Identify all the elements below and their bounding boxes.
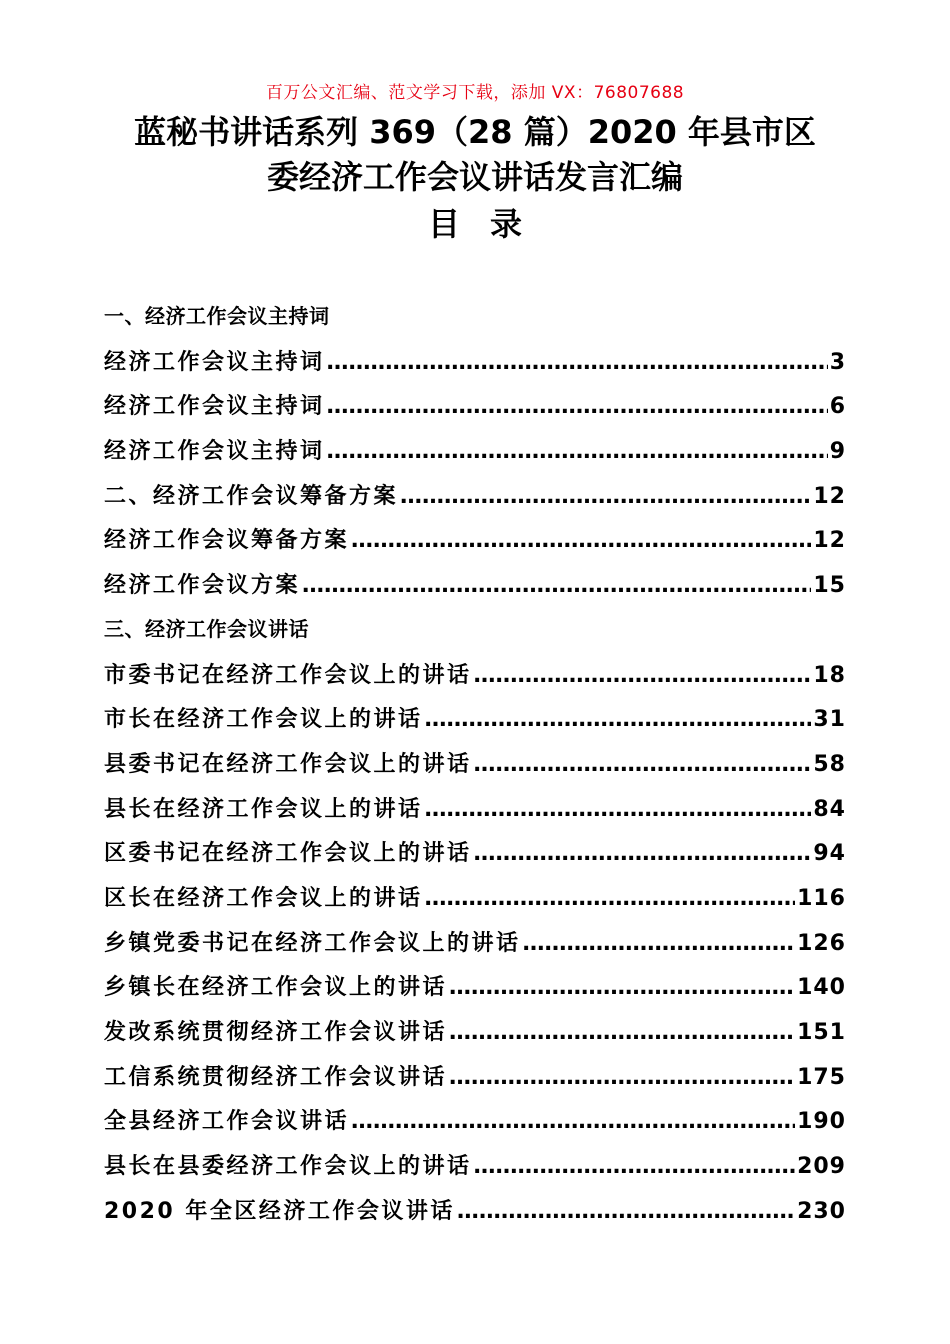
toc-dot-leader — [449, 975, 795, 1000]
toc-page-number: 190 — [797, 1109, 846, 1135]
toc-entry-label: 经济工作会议主持词 — [104, 439, 325, 465]
toc-dot-leader — [523, 931, 796, 956]
toc-section-heading[interactable] — [104, 613, 846, 658]
toc-dot-leader — [474, 752, 812, 777]
toc-entry-label: 二、经济工作会议筹备方案 — [104, 483, 399, 509]
toc-entry-label: 经济工作会议方案 — [104, 573, 301, 599]
toc-dot-leader — [425, 886, 796, 911]
toc-entry-label: 工信系统贯彻经济工作会议讲话 — [104, 1064, 448, 1090]
toc-entry[interactable] — [104, 345, 846, 390]
toc-section-heading[interactable] — [104, 300, 846, 345]
toc-entry[interactable] — [104, 970, 846, 1015]
toc-entry-label: 区委书记在经济工作会议上的讲话 — [104, 841, 472, 867]
toc-page-number: 126 — [797, 930, 846, 956]
toc-entry[interactable] — [104, 568, 846, 613]
toc-entry[interactable] — [104, 658, 846, 703]
toc-page-number: 140 — [797, 975, 846, 1001]
toc-page-number: 12 — [813, 528, 846, 554]
toc-page-number: 209 — [797, 1154, 846, 1180]
toc-page-number: 175 — [797, 1064, 846, 1090]
toc-dot-leader — [351, 528, 811, 553]
toc-entry-label: 乡镇长在经济工作会议上的讲话 — [104, 975, 448, 1001]
toc-page-number: 31 — [813, 707, 846, 733]
toc-entry[interactable] — [104, 389, 846, 434]
toc-page-number: 18 — [813, 662, 846, 688]
document-title-line-1: 蓝秘书讲话系列 369（28 篇）2020 年县市区 — [134, 113, 816, 151]
header-note: 百万公文汇编、范文学习下载，添加 VX：76807688 — [265, 83, 685, 103]
toc-entry[interactable] — [104, 434, 846, 479]
toc-entry-label: 三、经济工作会议讲话 — [104, 616, 309, 641]
toc-entry[interactable] — [104, 836, 846, 881]
toc-entry-label: 经济工作会议筹备方案 — [104, 528, 350, 554]
toc-entry[interactable] — [104, 1149, 846, 1194]
toc-dot-leader — [351, 1109, 795, 1134]
toc-dot-leader — [474, 841, 812, 866]
toc-entry[interactable] — [104, 702, 846, 747]
toc-dot-leader — [474, 1154, 796, 1179]
toc-entry[interactable] — [104, 523, 846, 568]
toc-dot-leader — [474, 663, 812, 688]
toc-page-number: 94 — [813, 841, 846, 867]
toc-entry-label: 经济工作会议主持词 — [104, 349, 325, 375]
toc-page-number: 12 — [813, 483, 846, 509]
toc-dot-leader — [457, 1199, 795, 1224]
toc-entry-label: 乡镇党委书记在经济工作会议上的讲话 — [104, 930, 521, 956]
toc-dot-leader — [327, 439, 828, 464]
toc-dot-leader — [327, 350, 828, 375]
toc-page-number: 58 — [813, 751, 846, 777]
toc-entry[interactable] — [104, 747, 846, 792]
toc-entry-label: 经济工作会议主持词 — [104, 394, 325, 420]
toc-dot-leader — [425, 797, 812, 822]
document-title-line-2: 委经济工作会议讲话发言汇编 — [266, 158, 683, 196]
toc-page-number: 15 — [813, 573, 846, 599]
toc-entry[interactable] — [104, 926, 846, 971]
toc-entry[interactable] — [104, 792, 846, 837]
toc-entry-label: 县委书记在经济工作会议上的讲话 — [104, 751, 472, 777]
toc-dot-leader — [327, 394, 828, 419]
toc-entry-label: 全县经济工作会议讲话 — [104, 1109, 350, 1135]
toc-entry-label: 县长在经济工作会议上的讲话 — [104, 796, 423, 822]
toc-page-number: 230 — [797, 1198, 846, 1224]
toc-page-number: 151 — [797, 1020, 846, 1045]
toc-entry[interactable] — [104, 881, 846, 926]
toc-page-number: 84 — [813, 796, 846, 822]
toc-entry-label: 发改系统贯彻经济工作会议讲话 — [104, 1020, 448, 1045]
toc-entry-label: 市委书记在经济工作会议上的讲话 — [104, 662, 472, 688]
toc-page-number: 9 — [829, 439, 846, 465]
toc-dot-leader — [425, 707, 812, 732]
table-of-contents — [104, 300, 846, 1238]
toc-entry-label: 2020 年全区经济工作会议讲话 — [104, 1198, 455, 1224]
toc-entry[interactable] — [104, 479, 846, 524]
toc-page-number: 116 — [797, 885, 846, 911]
toc-entry-label: 一、经济工作会议主持词 — [104, 304, 330, 328]
toc-dot-leader — [449, 1065, 795, 1090]
toc-entry[interactable] — [104, 1194, 846, 1239]
toc-page-number: 3 — [829, 349, 846, 375]
toc-page-number: 6 — [829, 394, 846, 420]
toc-entry[interactable] — [104, 1104, 846, 1149]
toc-entry-label: 县长在县委经济工作会议上的讲话 — [104, 1154, 472, 1180]
toc-entry[interactable] — [104, 1015, 846, 1060]
toc-heading: 目录 — [427, 205, 552, 243]
toc-dot-leader — [400, 484, 811, 509]
toc-dot-leader — [449, 1020, 795, 1045]
toc-dot-leader — [302, 573, 811, 598]
toc-entry-label: 区长在经济工作会议上的讲话 — [104, 885, 423, 911]
toc-entry-label: 市长在经济工作会议上的讲话 — [104, 707, 423, 733]
toc-entry[interactable] — [104, 1060, 846, 1105]
